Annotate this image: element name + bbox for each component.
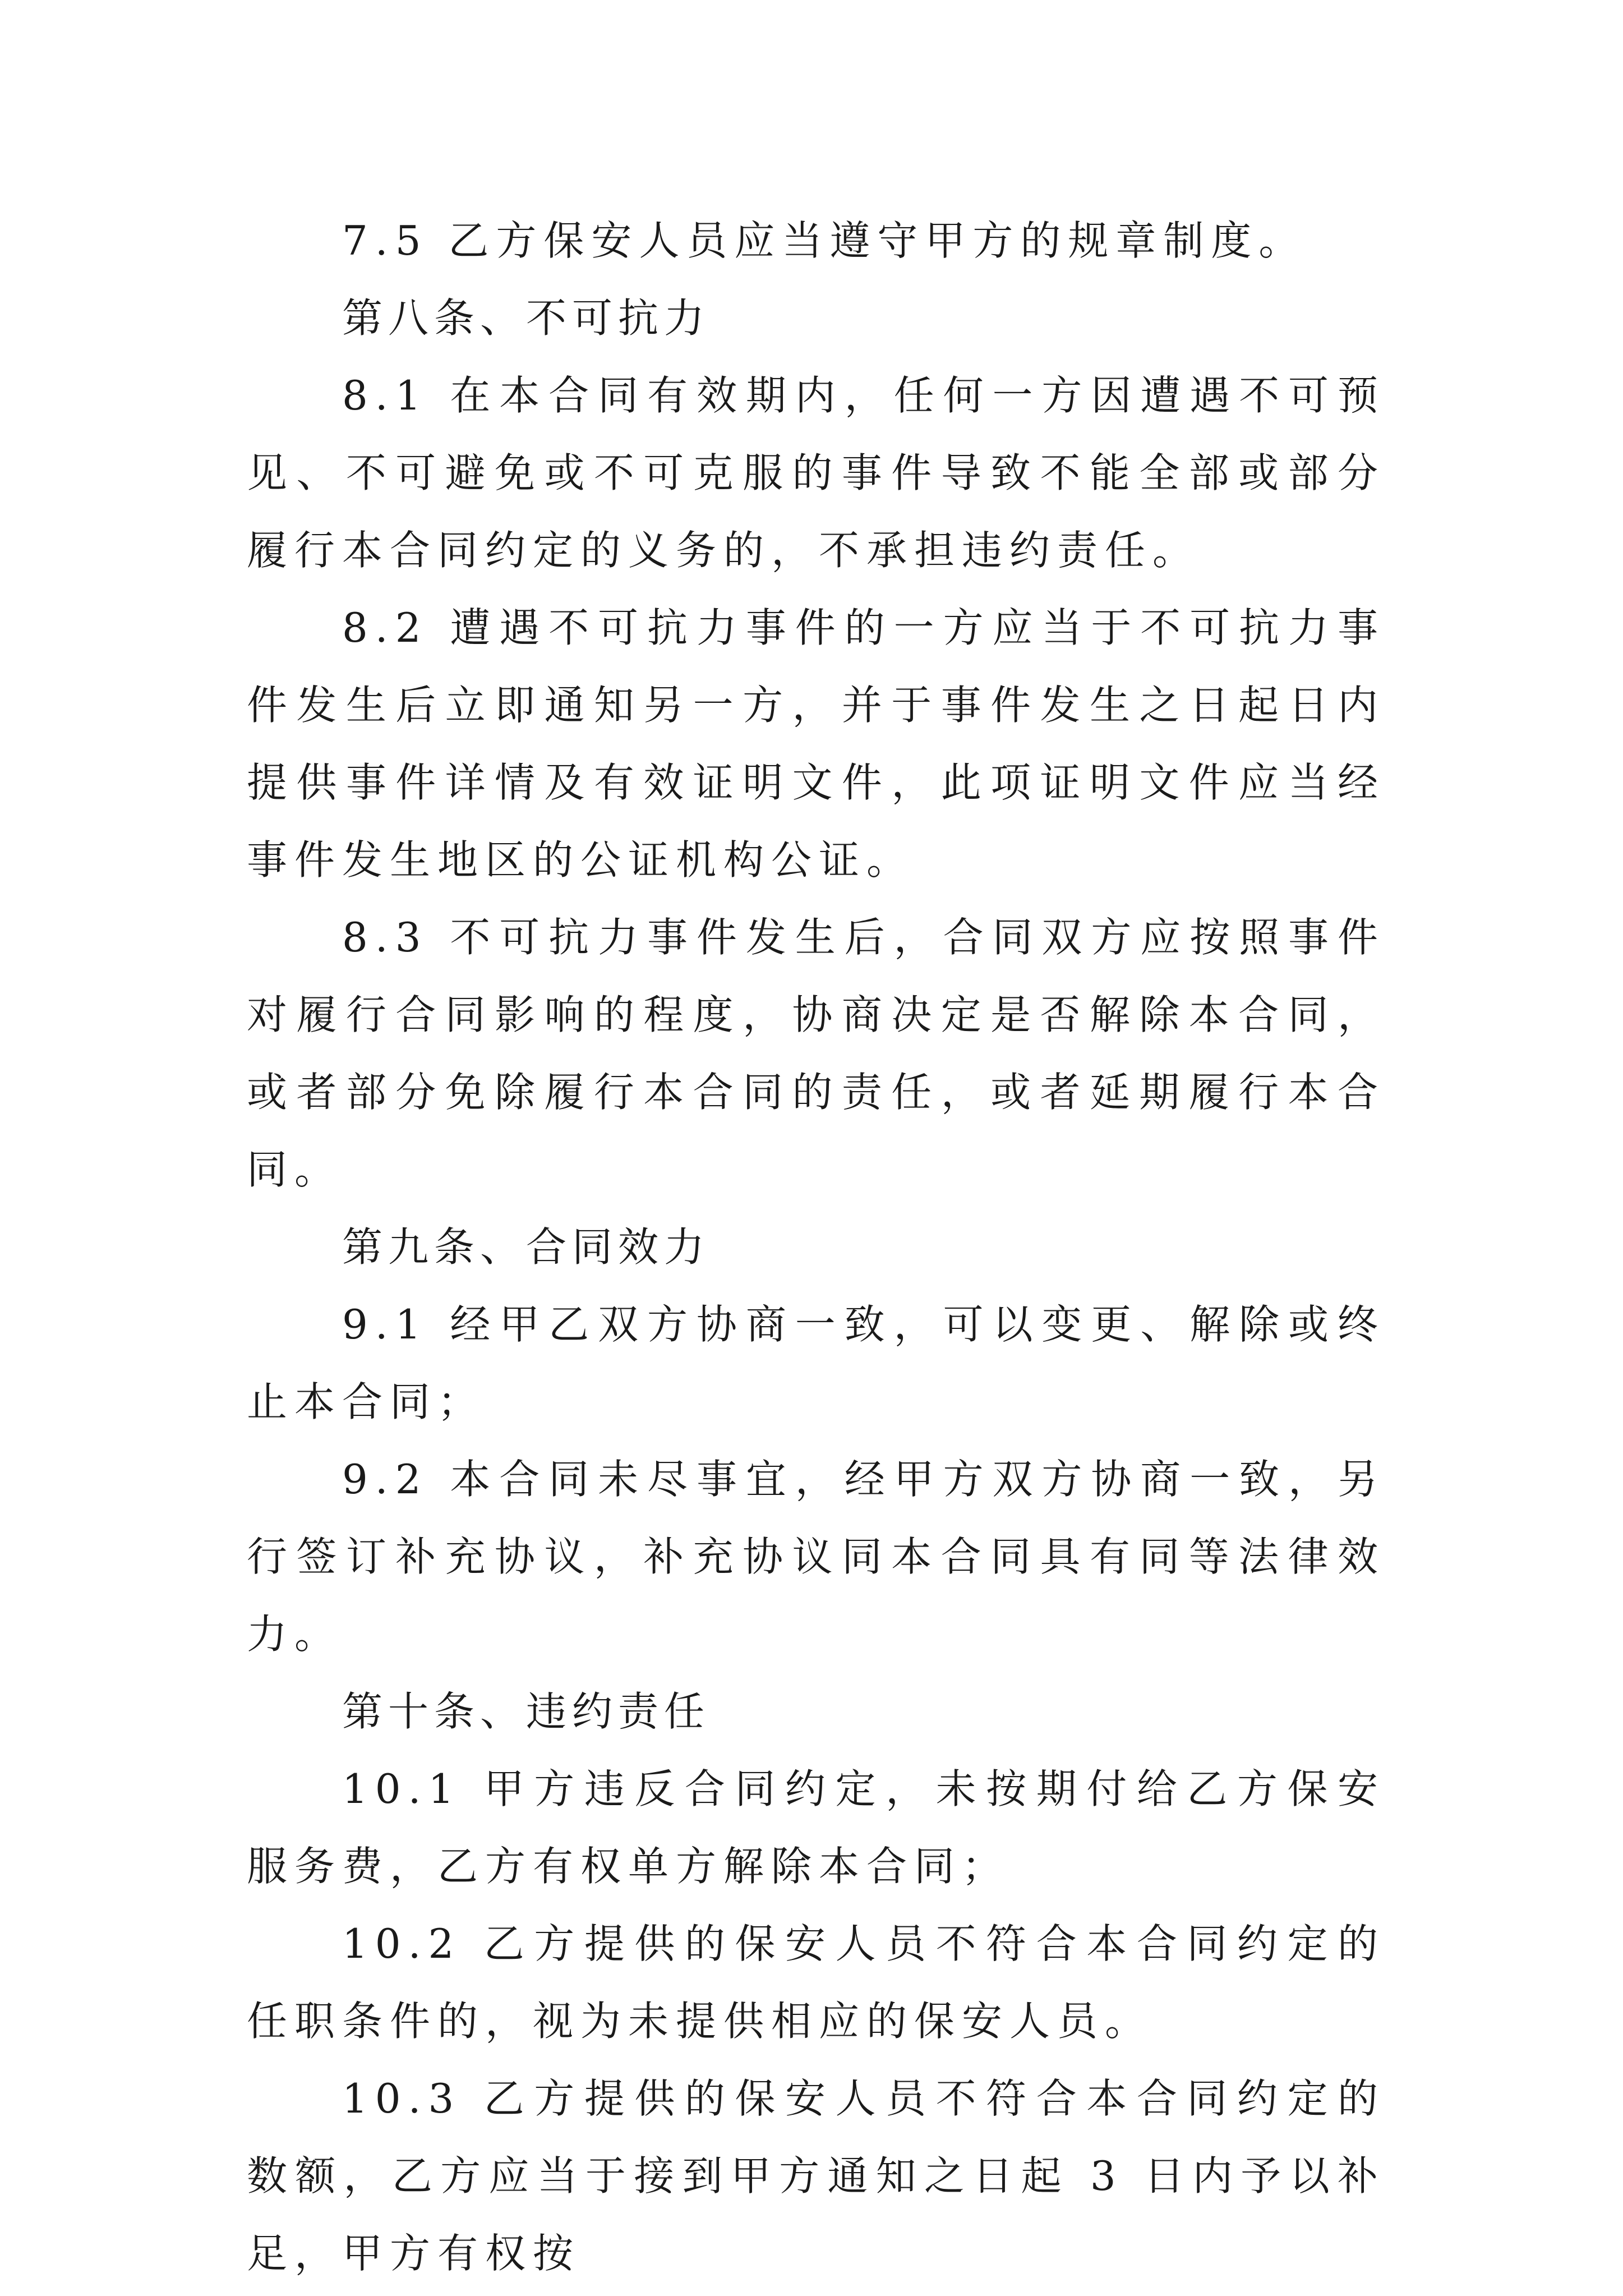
document-body	[247, 202, 1385, 2292]
clause-9-2: 9.2 本合同未尽事宜，经甲方双方协商一致，另行签订补充协议，补充协议同本合同具有同等法律效力。	[247, 1456, 1385, 1658]
clause-8-1: 8.1 在本合同有效期内，任何一方因遭遇不可预见、不可避免或不可克服的事件导致不能全部或部分履行本合同约定的义务的，不承担违约责任。	[247, 372, 1385, 574]
clause-10-2: 10.2 乙方提供的保安人员不符合本合同约定的任职条件的，视为未提供相应的保安人员。	[247, 1920, 1385, 2045]
clause-10-1: 10.1 甲方违反合同约定，未按期付给乙方保安服务费，乙方有权单方解除本合同；	[247, 1765, 1385, 1890]
clause-8-3: 8.3 不可抗力事件发生后，合同双方应按照事件对履行合同影响的程度，协商决定是否解除本合同，或者部分免除履行本合同的责任，或者延期履行本合同。	[247, 914, 1385, 1193]
clause-8-2: 8.2 遭遇不可抗力事件的一方应当于不可抗力事件发生后立即通知另一方，并于事件发生之日起日内提供事件详情及有效证明文件，此项证明文件应当经事件发生地区的公证机构公证。	[247, 604, 1385, 884]
clause-9-1: 9.1 经甲乙双方协商一致，可以变更、解除或终止本合同；	[247, 1301, 1385, 1425]
article-8-heading: 第八条、不可抗力	[342, 295, 711, 342]
article-10-heading: 第十条、违约责任	[342, 1688, 711, 1735]
article-9-heading: 第九条、合同效力	[342, 1223, 711, 1271]
clause-10-3: 10.3 乙方提供的保安人员不符合本合同约定的数额，乙方应当于接到甲方通知之日起 3 日内予以补足，甲方有权按	[247, 2075, 1385, 2277]
clause-7-5: 7.5 乙方保安人员应当遵守甲方的规章制度。	[342, 217, 1307, 264]
